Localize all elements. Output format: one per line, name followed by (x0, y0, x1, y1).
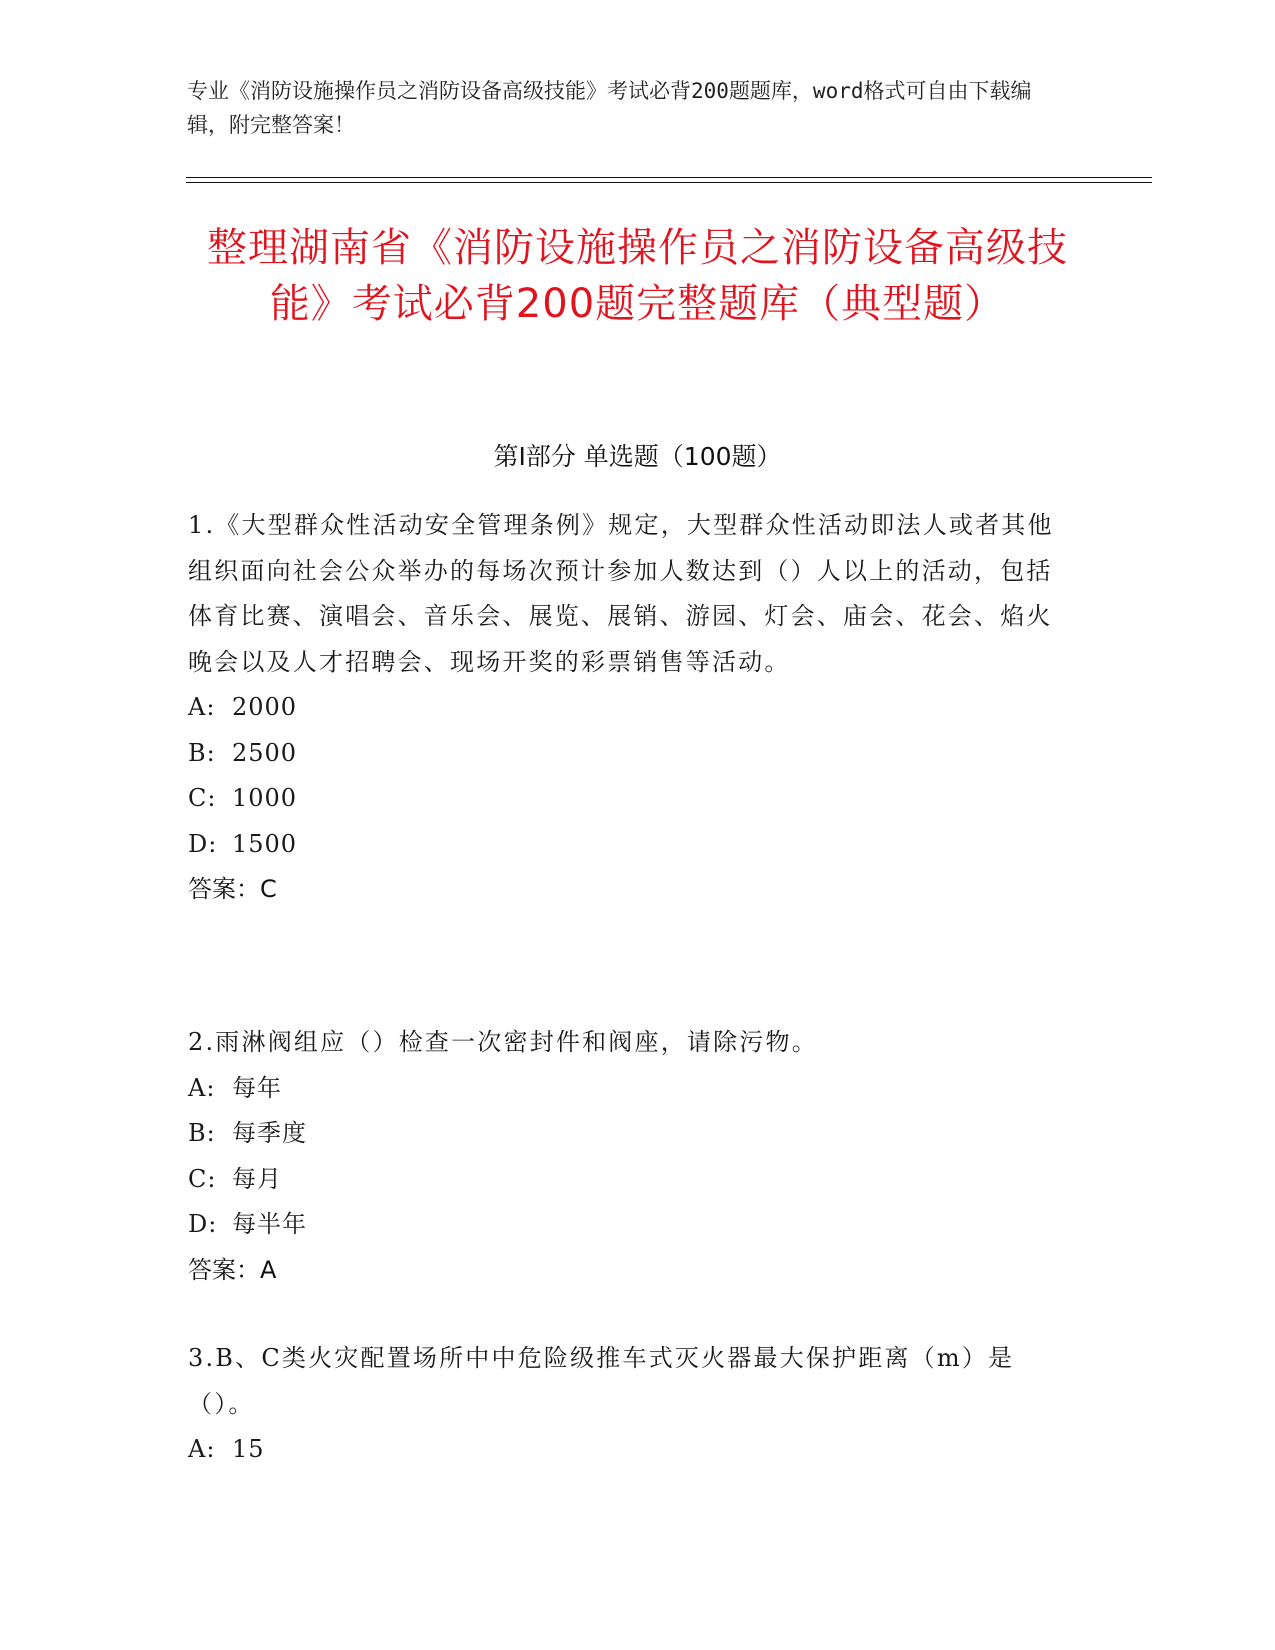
option-c (188, 1157, 1078, 1203)
option-d (188, 1202, 1078, 1248)
option-a (188, 1066, 1078, 1112)
question-2 (188, 1020, 1078, 1293)
option-value: 1000 (232, 784, 298, 812)
option-letter: A: (188, 1435, 216, 1463)
header-divider-top (186, 177, 1152, 178)
question-text: 1.《大型群众性活动安全管理条例》规定，大型群众性活动即法人或者其他组织面向社会公众举办的每场次预计参加人数达到（）人以上的活动，包括体育比赛、演唱会、音乐会、展览、展销、游园、灯会、庙会、花会、焰火晚会以及人才招聘会、现场开奖的彩票销售等活动。 (188, 511, 1054, 676)
option-letter: D: (188, 829, 218, 858)
document-title: 整理湖南省《消防设施操作员之消防设备高级技能》考试必背200题完整题库（典型题） (207, 225, 1068, 327)
option-value: 2000 (232, 693, 298, 721)
option-a (188, 685, 1078, 731)
option-letter: A: (188, 1073, 216, 1102)
question-text: 3.B、C类火灾配置场所中中危险级推车式灭火器最大保护距离（m）是（）。 (188, 1344, 1015, 1418)
option-letter: C: (188, 1164, 217, 1193)
header-note: 专业《消防设施操作员之消防设备高级技能》考试必背200题题库，word格式可自由下载编辑，附完整答案！ (187, 79, 1032, 137)
header-divider-bottom (186, 182, 1152, 183)
option-letter: D: (188, 1210, 218, 1238)
answer: 答案：C (188, 875, 277, 903)
option-value: 每月 (232, 1164, 282, 1193)
question-3 (188, 1336, 1078, 1473)
option-value: 1500 (232, 829, 298, 858)
option-letter: A: (188, 693, 216, 721)
option-value: 每年 (232, 1073, 282, 1102)
option-a (188, 1427, 1078, 1473)
option-b (188, 1111, 1078, 1157)
option-value: 每季度 (232, 1119, 307, 1147)
option-letter: B: (188, 1119, 216, 1147)
answer: 答案：A (188, 1255, 277, 1284)
option-letter: B: (188, 738, 216, 767)
option-c (188, 776, 1078, 822)
option-b (188, 731, 1078, 777)
option-d (188, 822, 1078, 868)
question-1 (188, 503, 1078, 912)
option-value: 每半年 (232, 1210, 307, 1238)
question-text: 2.雨淋阀组应（）检查一次密封件和阀座，请除污物。 (188, 1028, 818, 1056)
option-value: 15 (232, 1435, 265, 1463)
option-value: 2500 (232, 738, 298, 767)
option-letter: C: (188, 784, 217, 812)
section-title: 第I部分 单选题（100题） (493, 442, 782, 471)
